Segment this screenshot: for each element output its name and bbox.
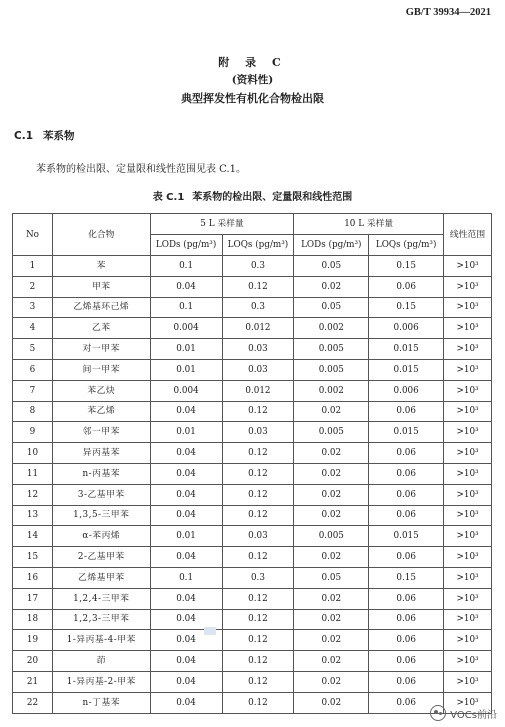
- cell-linear-range: >10³: [444, 256, 492, 277]
- cell-loq-5l: 0.12: [222, 588, 294, 609]
- header-compound: 化合物: [52, 214, 150, 256]
- section-number: C.1: [14, 130, 34, 142]
- table-row: [13, 318, 492, 339]
- cell-loq-5l: 0.3: [222, 256, 294, 277]
- cell-no: 5: [13, 339, 53, 360]
- cell-loq-5l: 0.12: [222, 671, 294, 692]
- cell-lod-5l: 0.1: [150, 567, 222, 588]
- header-loq-5l: LOQs (pg/m³): [222, 235, 294, 256]
- cell-lod-10l: 0.005: [294, 359, 369, 380]
- cell-compound: 苯乙烯: [52, 401, 150, 422]
- table-caption-title: 苯系物的检出限、定量限和线性范围: [192, 192, 353, 203]
- cell-compound: 茚: [52, 651, 150, 672]
- cell-compound: 乙烯基甲苯: [52, 567, 150, 588]
- cell-linear-range: >10³: [444, 588, 492, 609]
- cell-lod-5l: 0.04: [150, 630, 222, 651]
- cell-lod-10l: 0.02: [294, 588, 369, 609]
- cell-no: 9: [13, 422, 53, 443]
- cell-compound: 1,3,5-三甲苯: [52, 505, 150, 526]
- cell-loq-5l: 0.03: [222, 526, 294, 547]
- cell-loq-5l: 0.12: [222, 276, 294, 297]
- cell-loq-5l: 0.03: [222, 422, 294, 443]
- cell-loq-10l: 0.06: [369, 443, 444, 464]
- cell-compound: 对一甲苯: [52, 339, 150, 360]
- cell-linear-range: >10³: [444, 339, 492, 360]
- cell-no: 16: [13, 567, 53, 588]
- cell-lod-10l: 0.05: [294, 297, 369, 318]
- cell-lod-10l: 0.05: [294, 256, 369, 277]
- cell-lod-10l: 0.02: [294, 484, 369, 505]
- cell-linear-range: >10³: [444, 359, 492, 380]
- cell-loq-10l: 0.015: [369, 339, 444, 360]
- cell-linear-range: >10³: [444, 651, 492, 672]
- cell-lod-10l: 0.02: [294, 651, 369, 672]
- cell-no: 12: [13, 484, 53, 505]
- cell-compound: 乙苯: [52, 318, 150, 339]
- cell-no: 10: [13, 443, 53, 464]
- cell-loq-5l: 0.12: [222, 401, 294, 422]
- table-row: [13, 276, 492, 297]
- cell-loq-10l: 0.06: [369, 463, 444, 484]
- cell-lod-5l: 0.01: [150, 422, 222, 443]
- table-row: [13, 630, 492, 651]
- cell-loq-5l: 0.12: [222, 630, 294, 651]
- cell-lod-5l: 0.01: [150, 339, 222, 360]
- cell-loq-10l: 0.06: [369, 276, 444, 297]
- cell-no: 7: [13, 380, 53, 401]
- header-no: No: [13, 214, 53, 256]
- cell-linear-range: >10³: [444, 276, 492, 297]
- cell-lod-10l: 0.002: [294, 380, 369, 401]
- table-row: [13, 505, 492, 526]
- cell-linear-range: >10³: [444, 443, 492, 464]
- table-row: [13, 567, 492, 588]
- table-row: [13, 443, 492, 464]
- cell-lod-10l: 0.02: [294, 692, 369, 713]
- cell-lod-10l: 0.005: [294, 526, 369, 547]
- table-row: [13, 526, 492, 547]
- cell-compound: 邻一甲苯: [52, 422, 150, 443]
- intro-paragraph: 苯系物的检出限、定量限和线性范围见表 C.1。: [36, 164, 247, 175]
- cell-lod-5l: 0.04: [150, 651, 222, 672]
- cell-compound: 乙烯基环己烯: [52, 297, 150, 318]
- table-row: [13, 297, 492, 318]
- cell-linear-range: >10³: [444, 547, 492, 568]
- cell-linear-range: >10³: [444, 505, 492, 526]
- cell-loq-10l: 0.15: [369, 256, 444, 277]
- table-row: [13, 671, 492, 692]
- header-lod-10l: LODs (pg/m³): [294, 235, 369, 256]
- cell-linear-range: >10³: [444, 484, 492, 505]
- watermark: [430, 705, 497, 721]
- table-row: [13, 359, 492, 380]
- cell-linear-range: >10³: [444, 380, 492, 401]
- cell-linear-range: >10³: [444, 692, 492, 713]
- cell-no: 3: [13, 297, 53, 318]
- cell-lod-5l: 0.04: [150, 692, 222, 713]
- cell-loq-5l: 0.12: [222, 692, 294, 713]
- table-body: [13, 256, 492, 714]
- cell-loq-5l: 0.12: [222, 463, 294, 484]
- cell-loq-10l: 0.06: [369, 401, 444, 422]
- cell-lod-10l: 0.05: [294, 567, 369, 588]
- cell-linear-range: >10³: [444, 318, 492, 339]
- cell-lod-5l: 0.004: [150, 318, 222, 339]
- cell-loq-10l: 0.006: [369, 380, 444, 401]
- cell-linear-range: >10³: [444, 463, 492, 484]
- table-row: [13, 422, 492, 443]
- cell-loq-10l: 0.15: [369, 567, 444, 588]
- cell-lod-10l: 0.005: [294, 339, 369, 360]
- cell-no: 17: [13, 588, 53, 609]
- cell-linear-range: >10³: [444, 401, 492, 422]
- detection-limit-table: [12, 213, 492, 714]
- cell-compound: 1,2,4-三甲苯: [52, 588, 150, 609]
- header-10l-sampling: 10 L 采样量: [294, 214, 444, 235]
- cell-lod-10l: 0.02: [294, 630, 369, 651]
- table-row: [13, 692, 492, 713]
- cell-compound: 2-乙基甲苯: [52, 547, 150, 568]
- cell-linear-range: >10³: [444, 422, 492, 443]
- cell-lod-5l: 0.04: [150, 547, 222, 568]
- appendix-title: 附 录 C: [218, 56, 287, 69]
- cell-loq-10l: 0.06: [369, 505, 444, 526]
- cell-no: 14: [13, 526, 53, 547]
- cell-lod-10l: 0.02: [294, 609, 369, 630]
- cell-compound: 1-异丙基-2-甲苯: [52, 671, 150, 692]
- cell-loq-5l: 0.03: [222, 359, 294, 380]
- cell-lod-5l: 0.04: [150, 588, 222, 609]
- cell-no: 8: [13, 401, 53, 422]
- cell-no: 1: [13, 256, 53, 277]
- cell-loq-5l: 0.12: [222, 505, 294, 526]
- cell-no: 19: [13, 630, 53, 651]
- section-title: 苯系物: [43, 130, 75, 142]
- cell-linear-range: >10³: [444, 567, 492, 588]
- cell-loq-10l: 0.06: [369, 651, 444, 672]
- cell-compound: 甲苯: [52, 276, 150, 297]
- cell-lod-5l: 0.1: [150, 256, 222, 277]
- cell-lod-10l: 0.02: [294, 547, 369, 568]
- appendix-heading: 典型挥发性有机化合物检出限: [181, 92, 324, 105]
- cell-no: 18: [13, 609, 53, 630]
- cell-lod-10l: 0.002: [294, 318, 369, 339]
- cell-lod-10l: 0.02: [294, 463, 369, 484]
- cell-loq-5l: 0.12: [222, 547, 294, 568]
- cell-linear-range: >10³: [444, 297, 492, 318]
- table-caption-number: 表 C.1: [152, 192, 185, 203]
- cell-linear-range: >10³: [444, 671, 492, 692]
- cell-linear-range: >10³: [444, 526, 492, 547]
- cell-compound: 间一甲苯: [52, 359, 150, 380]
- cell-loq-10l: 0.015: [369, 526, 444, 547]
- table-row: [13, 547, 492, 568]
- cell-loq-10l: 0.06: [369, 484, 444, 505]
- cell-lod-5l: 0.04: [150, 505, 222, 526]
- cell-no: 21: [13, 671, 53, 692]
- cell-lod-5l: 0.04: [150, 276, 222, 297]
- watermark-text: VOCs前沿: [450, 709, 497, 721]
- cell-compound: 1,2,3-三甲苯: [52, 609, 150, 630]
- cell-no: 13: [13, 505, 53, 526]
- wechat-icon: [430, 705, 446, 721]
- cell-compound: α-苯丙烯: [52, 526, 150, 547]
- cell-lod-10l: 0.02: [294, 276, 369, 297]
- cell-no: 6: [13, 359, 53, 380]
- cell-no: 11: [13, 463, 53, 484]
- table-row: [13, 401, 492, 422]
- cell-lod-5l: 0.004: [150, 380, 222, 401]
- cell-no: 2: [13, 276, 53, 297]
- cell-loq-10l: 0.06: [369, 630, 444, 651]
- cell-linear-range: >10³: [444, 630, 492, 651]
- cell-lod-10l: 0.02: [294, 443, 369, 464]
- table-row: [13, 339, 492, 360]
- cell-compound: 异丙基苯: [52, 443, 150, 464]
- header-lod-5l: LODs (pg/m³): [150, 235, 222, 256]
- table-row: [13, 380, 492, 401]
- table-row: [13, 609, 492, 630]
- cell-loq-10l: 0.06: [369, 671, 444, 692]
- cell-lod-5l: 0.04: [150, 671, 222, 692]
- cell-compound: 苯: [52, 256, 150, 277]
- cell-lod-10l: 0.02: [294, 505, 369, 526]
- cell-compound: 1-异丙基-4-甲苯: [52, 630, 150, 651]
- cell-lod-5l: 0.04: [150, 401, 222, 422]
- cell-lod-5l: 0.04: [150, 463, 222, 484]
- table-caption: [0, 188, 505, 203]
- cell-compound: 苯乙炔: [52, 380, 150, 401]
- cell-no: 15: [13, 547, 53, 568]
- cell-loq-5l: 0.12: [222, 609, 294, 630]
- cell-loq-5l: 0.12: [222, 484, 294, 505]
- table-row: [13, 463, 492, 484]
- table-row: [13, 651, 492, 672]
- cell-loq-5l: 0.012: [222, 318, 294, 339]
- cell-loq-5l: 0.03: [222, 339, 294, 360]
- standard-code: GB/T 39934—2021: [405, 7, 491, 18]
- cell-lod-10l: 0.02: [294, 401, 369, 422]
- cell-loq-10l: 0.06: [369, 547, 444, 568]
- table-row: [13, 256, 492, 277]
- cell-no: 22: [13, 692, 53, 713]
- appendix-nature: (资料性): [231, 74, 274, 86]
- cell-lod-5l: 0.01: [150, 359, 222, 380]
- cell-lod-5l: 0.04: [150, 609, 222, 630]
- cell-no: 4: [13, 318, 53, 339]
- cell-lod-5l: 0.04: [150, 484, 222, 505]
- cell-lod-5l: 0.01: [150, 526, 222, 547]
- cell-loq-10l: 0.015: [369, 359, 444, 380]
- cell-linear-range: >10³: [444, 609, 492, 630]
- cell-loq-10l: 0.06: [369, 609, 444, 630]
- cell-lod-5l: 0.04: [150, 443, 222, 464]
- section-heading: [14, 128, 75, 143]
- cell-loq-10l: 0.06: [369, 692, 444, 713]
- cell-loq-10l: 0.006: [369, 318, 444, 339]
- cell-lod-10l: 0.005: [294, 422, 369, 443]
- cell-loq-5l: 0.12: [222, 443, 294, 464]
- cell-loq-5l: 0.3: [222, 297, 294, 318]
- cell-loq-5l: 0.12: [222, 651, 294, 672]
- cell-compound: n-丙基苯: [52, 463, 150, 484]
- table-row: [13, 588, 492, 609]
- scan-mark: [204, 627, 216, 635]
- cell-compound: 3-乙基甲苯: [52, 484, 150, 505]
- cell-loq-5l: 0.3: [222, 567, 294, 588]
- table-row: [13, 484, 492, 505]
- cell-loq-5l: 0.012: [222, 380, 294, 401]
- cell-loq-10l: 0.015: [369, 422, 444, 443]
- cell-loq-10l: 0.15: [369, 297, 444, 318]
- header-loq-10l: LOQs (pg/m³): [369, 235, 444, 256]
- cell-compound: n-丁基苯: [52, 692, 150, 713]
- cell-lod-10l: 0.02: [294, 671, 369, 692]
- cell-loq-10l: 0.06: [369, 588, 444, 609]
- cell-no: 20: [13, 651, 53, 672]
- header-5l-sampling: 5 L 采样量: [150, 214, 294, 235]
- cell-lod-5l: 0.1: [150, 297, 222, 318]
- header-linear-range: 线性范围: [444, 214, 492, 256]
